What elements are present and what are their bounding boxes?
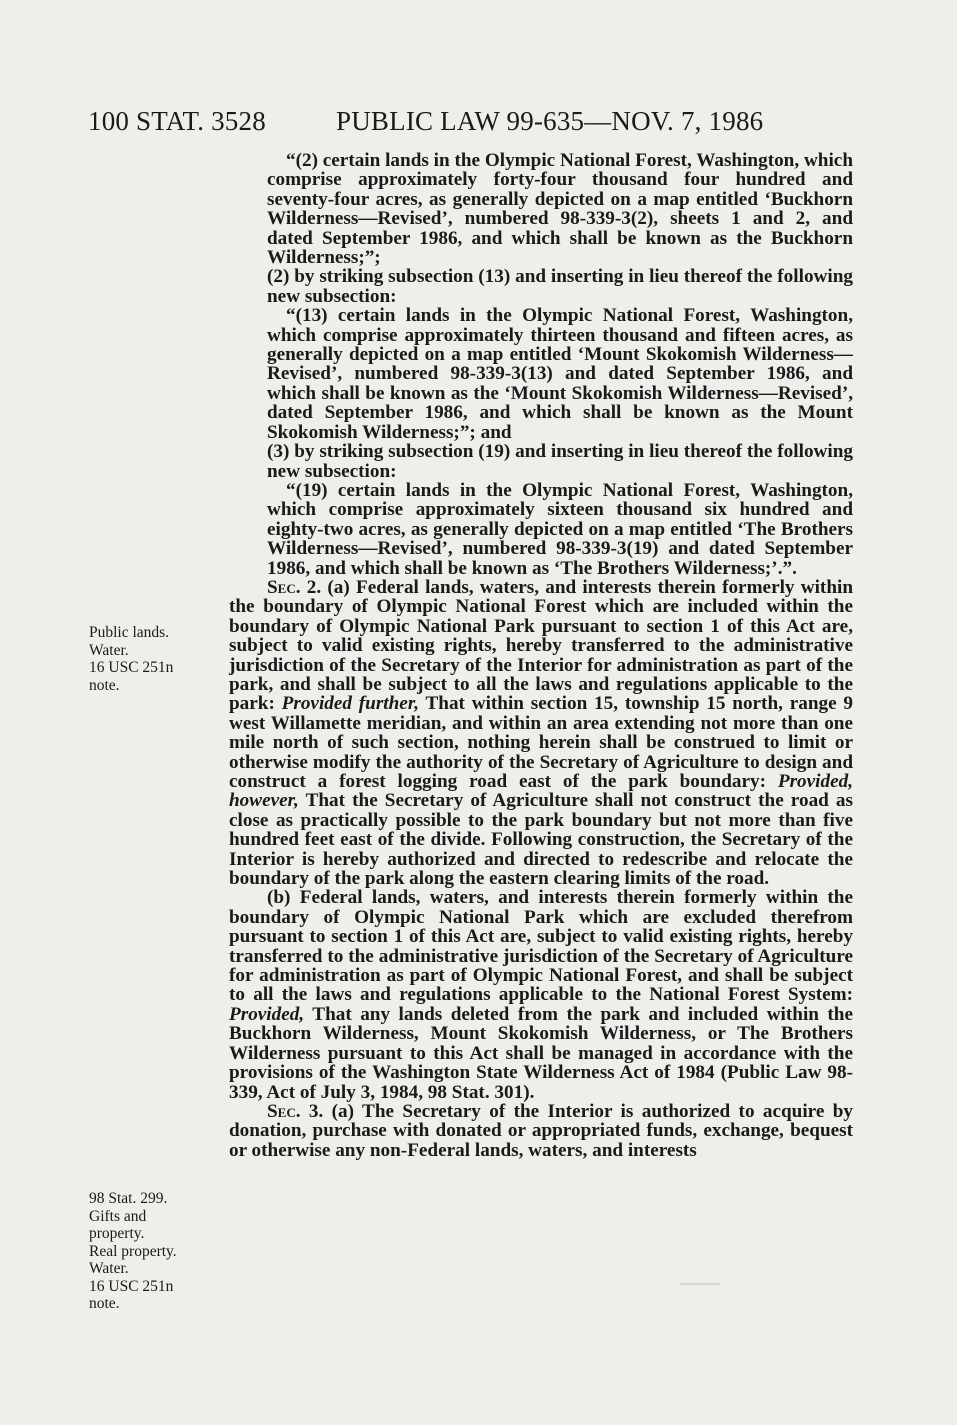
margin-line: 98 Stat. 299. <box>89 1190 168 1207</box>
paragraph-subsection-2: “(2) certain lands in the Olympic National Forest, Washington, which comprise approximately forty-four thousand four hundred and seventy-four acres, as generally depicted on a map entitled ‘Buckhorn Wilderness—Revised’, numbered 98-339-3(2), sheets 1 and 2, and dated September 1986, and which shall be known as the Buckhorn Wilderness;”; <box>267 150 853 269</box>
stat-page-number: 100 STAT. 3528 <box>88 106 266 136</box>
margin-line: note. <box>89 676 120 694</box>
proviso-italic: Provided, however, <box>229 771 853 812</box>
paragraph-section-2b <box>229 888 853 1101</box>
paragraph-subsection-13: “(13) certain lands in the Olympic National Forest, Washington, which comprise approximately thirteen thousand and fifteen acres, as generally depicted on a map entitled ‘Mount Skokomish Wilderness—Revised’, numbered 98-339-3(13) and dated September 1986, and which shall be known as the ‘Mount Skokomish Wilderness—Revised’, dated September 1986, and which shall be known as the Mount Skokomish Wilderness;”; and <box>267 305 853 443</box>
paragraph-subsection-19: “(19) certain lands in the Olympic National Forest, Washington, which comprise approximately sixteen thousand six hundred and eighty-two acres, as generally depicted on a map entitled ‘The Brothers Wilderness—Revised’, numbered 98-339-3(19) and dated September 1986, and which shall be known as ‘The Brothers Wilderness;’.”. <box>267 479 853 579</box>
paragraph-amendment-2: (2) by striking subsection (13) and inserting in lieu thereof the following new subsection: <box>267 266 853 307</box>
margin-line: Public lands. <box>89 624 170 641</box>
paragraph-section-2a <box>229 578 853 889</box>
margin-line: 16 USC 251n <box>89 659 174 676</box>
margin-line: 16 USC 251n <box>89 1277 174 1295</box>
text-run: That the Secretary of Agriculture shall not construct the road as close as practically possible to the park boundary but not more than five hundred feet east of the divide. Following construction, the Secretary of the Interior is hereby authorized and directed to redescribe and relocate the boundary of the park along the eastern clearing limits of the road. <box>229 790 853 890</box>
law-title: PUBLIC LAW 99-635—NOV. 7, 1986 <box>336 106 764 136</box>
text-run: (a) The Secretary of the Interior is authorized to acquire by donation, purchase with donated or appropriated funds, exchange, bequest or otherwise any non-Federal lands, waters, and interests <box>229 1100 854 1161</box>
paragraph-section-3a <box>229 1102 853 1160</box>
proviso-italic: Provided, <box>229 1003 305 1025</box>
paragraph-amendment-3: (3) by striking subsection (19) and inserting in lieu thereof the following new subsection: <box>267 441 853 482</box>
text-run: That any lands deleted from the park and included within the Buckhorn Wilderness, Mount Skokomish Wilderness, or The Brothers Wilderness pursuant to this Act shall be managed in accordance with the provisions of the Washington State Wilderness Act of 1984 (Public Law 98-339, Act of July 3, 1984, 98 Stat. 301). <box>229 1003 853 1103</box>
section-3-label: Sec. 3. <box>267 1100 324 1122</box>
margin-line: note. <box>89 1295 120 1312</box>
margin-line: Water. <box>89 641 129 659</box>
body-text <box>229 151 853 1160</box>
margin-line: property. <box>89 1225 145 1242</box>
text-run: (b) Federal lands, waters, and interests therein formerly within the boundary of Olympic National Park which are excluded therefrom pursuant to section 1 of this Act are, subject to valid existing rights, hereby transferred to the administrative jurisdiction of the Secretary of Agriculture for administration as part of Olympic National Forest, and shall be subject to all the laws and regulations applicable to the National Forest System: <box>229 887 853 1006</box>
divider <box>680 1283 720 1285</box>
margin-line: Water. <box>89 1260 129 1277</box>
text-run: (a) Federal lands, waters, and interests therein formerly within the boundary of Olympic National Forest which are included within the boundary of Olympic National Park pursuant to section 1 of this Act are, subject to valid existing rights, hereby transferred to the administrative jurisdiction of the Secretary of the Interior for administration as part of the park, and shall be subject to all the laws and regulations applicable to the park: <box>229 576 853 715</box>
margin-note-sec3 <box>89 1190 177 1313</box>
section-2-label: Sec. 2. <box>267 576 322 598</box>
proviso-italic: Provided further, <box>281 693 420 715</box>
margin-note-sec2 <box>89 624 173 694</box>
margin-line: Real property. <box>89 1242 177 1260</box>
text-run: That within section 15, township 15 north, range 9 west Willamette meridian, and within an area extending not more than one mile north of such section, nothing herein shall be construed to limit or otherwise modify the authority of the Secretary of Agriculture to design and construct a forest logging road east of the park boundary: <box>229 693 853 792</box>
margin-line: Gifts and <box>89 1207 147 1225</box>
